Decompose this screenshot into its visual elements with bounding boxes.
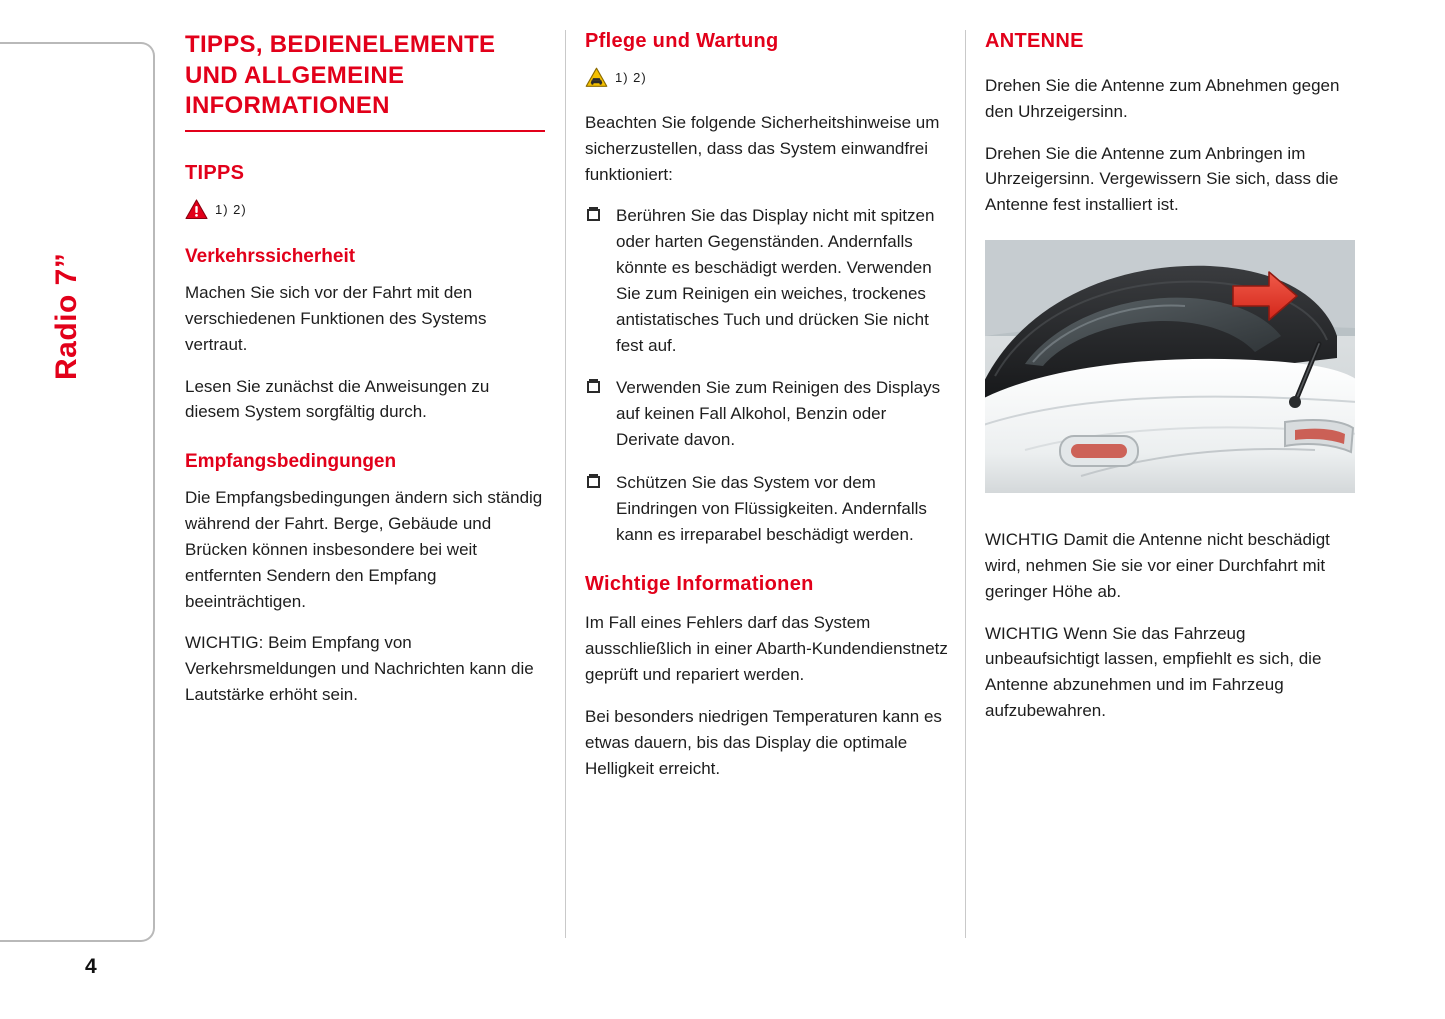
list-item — [585, 470, 950, 547]
bullet-square-icon — [587, 209, 600, 221]
paragraph-wichtig-1: Im Fall eines Fehlers darf das System ausschließlich in einer Abarth-Kundendienstnetz geprüft und repariert werden. — [585, 613, 948, 685]
bullet-square-icon — [587, 476, 600, 488]
column-two — [585, 30, 950, 781]
pflege-bullet-list — [585, 203, 950, 547]
side-tab — [0, 42, 155, 942]
subheading-empfangsbedingungen: Empfangsbedingungen — [185, 451, 397, 473]
page-number: 4 — [85, 955, 97, 978]
section-heading-tipps: TIPPS — [185, 162, 245, 185]
subheading-verkehrssicherheit: Verkehrssicherheit — [185, 246, 356, 268]
paragraph-wichtig-2: Bei besonders niedrigen Temperaturen kann es etwas dauern, bis das Display die optimale Helligkeit erreicht. — [585, 706, 942, 778]
warning-triangle-icon — [185, 199, 208, 220]
paragraph-empfang-1: Die Empfangsbedingungen ändern sich ständig während der Fahrt. Berge, Gebäude und Brücken können insbesondere bei weit entfernten Sendern den Empfang beeinträchtigen. — [185, 488, 543, 611]
paragraph-antenne-2: Drehen Sie die Antenne zum Anbringen im Uhrzeigersinn. Vergewissern Sie sich, dass die Antenne fest installiert ist. — [985, 143, 1339, 215]
column-three — [985, 30, 1355, 724]
footnote-marks: 1) 2) — [615, 70, 647, 85]
column-divider — [565, 30, 566, 938]
section-heading-wichtige-informationen: Wichtige Informationen — [585, 573, 814, 596]
footnote-marker-tipps — [185, 199, 545, 220]
paragraph-empfang-2: WICHTIG: Beim Empfang von Verkehrsmeldungen und Nachrichten kann die Lautstärke erhöht sein. — [185, 633, 534, 705]
paragraph-antenne-wichtig-1: WICHTIG Damit die Antenne nicht beschädigt wird, nehmen Sie sie vor einer Durchfahrt mit geringer Höhe ab. — [985, 530, 1330, 601]
column-divider — [965, 30, 966, 938]
list-item-text: Berühren Sie das Display nicht mit spitzen oder harten Gegenständen. Andernfalls könnte es beschädigt werden. Verwenden Sie zum Reinigen ein weiches, trockenes antistatisches Tuch und drücken Sie nicht fest auf. — [616, 206, 935, 355]
page-title: TIPPS, BEDIENELEMENTE UND ALLGEMEINE INFORMATIONEN — [185, 31, 496, 120]
list-item-text: Verwenden Sie zum Reinigen des Displays auf keinen Fall Alkohol, Benzin oder Derivate davon. — [616, 378, 941, 450]
antenna-photo-illustration — [985, 240, 1355, 493]
paragraph-verkehr-1: Machen Sie sich vor der Fahrt mit den verschiedenen Funktionen des Systems vertraut. — [185, 283, 487, 354]
paragraph-verkehr-2: Lesen Sie zunächst die Anweisungen zu diesem System sorgfältig durch. — [185, 376, 490, 422]
bullet-square-icon — [587, 381, 600, 393]
antenna-photo — [985, 240, 1355, 493]
paragraph-antenne-wichtig-2: WICHTIG Wenn Sie das Fahrzeug unbeaufsichtigt lassen, empfiehlt es sich, die Antenne abzunehmen und im Fahrzeug aufzubewahren. — [985, 623, 1322, 721]
title-rule — [185, 130, 545, 132]
caution-car-icon — [585, 67, 608, 88]
section-heading-pflege: Pflege und Wartung — [585, 30, 779, 52]
footnote-marker-pflege — [585, 67, 950, 88]
list-item — [585, 375, 950, 452]
paragraph-antenne-1: Drehen Sie die Antenne zum Abnehmen gegen den Uhrzeigersinn. — [985, 76, 1340, 121]
paragraph-pflege-intro: Beachten Sie folgende Sicherheitshinweise um sicherzustellen, dass das System einwandfrei funktioniert: — [585, 113, 940, 184]
list-item — [585, 203, 950, 358]
list-item-text: Schützen Sie das System vor dem Eindringen von Flüssigkeiten. Andernfalls kann es irreparabel beschädigt werden. — [616, 472, 927, 544]
side-tab-label: Radio 7” — [50, 252, 83, 380]
section-heading-antenne: ANTENNE — [985, 30, 1084, 52]
column-one — [185, 30, 545, 708]
footnote-marks: 1) 2) — [215, 202, 247, 218]
